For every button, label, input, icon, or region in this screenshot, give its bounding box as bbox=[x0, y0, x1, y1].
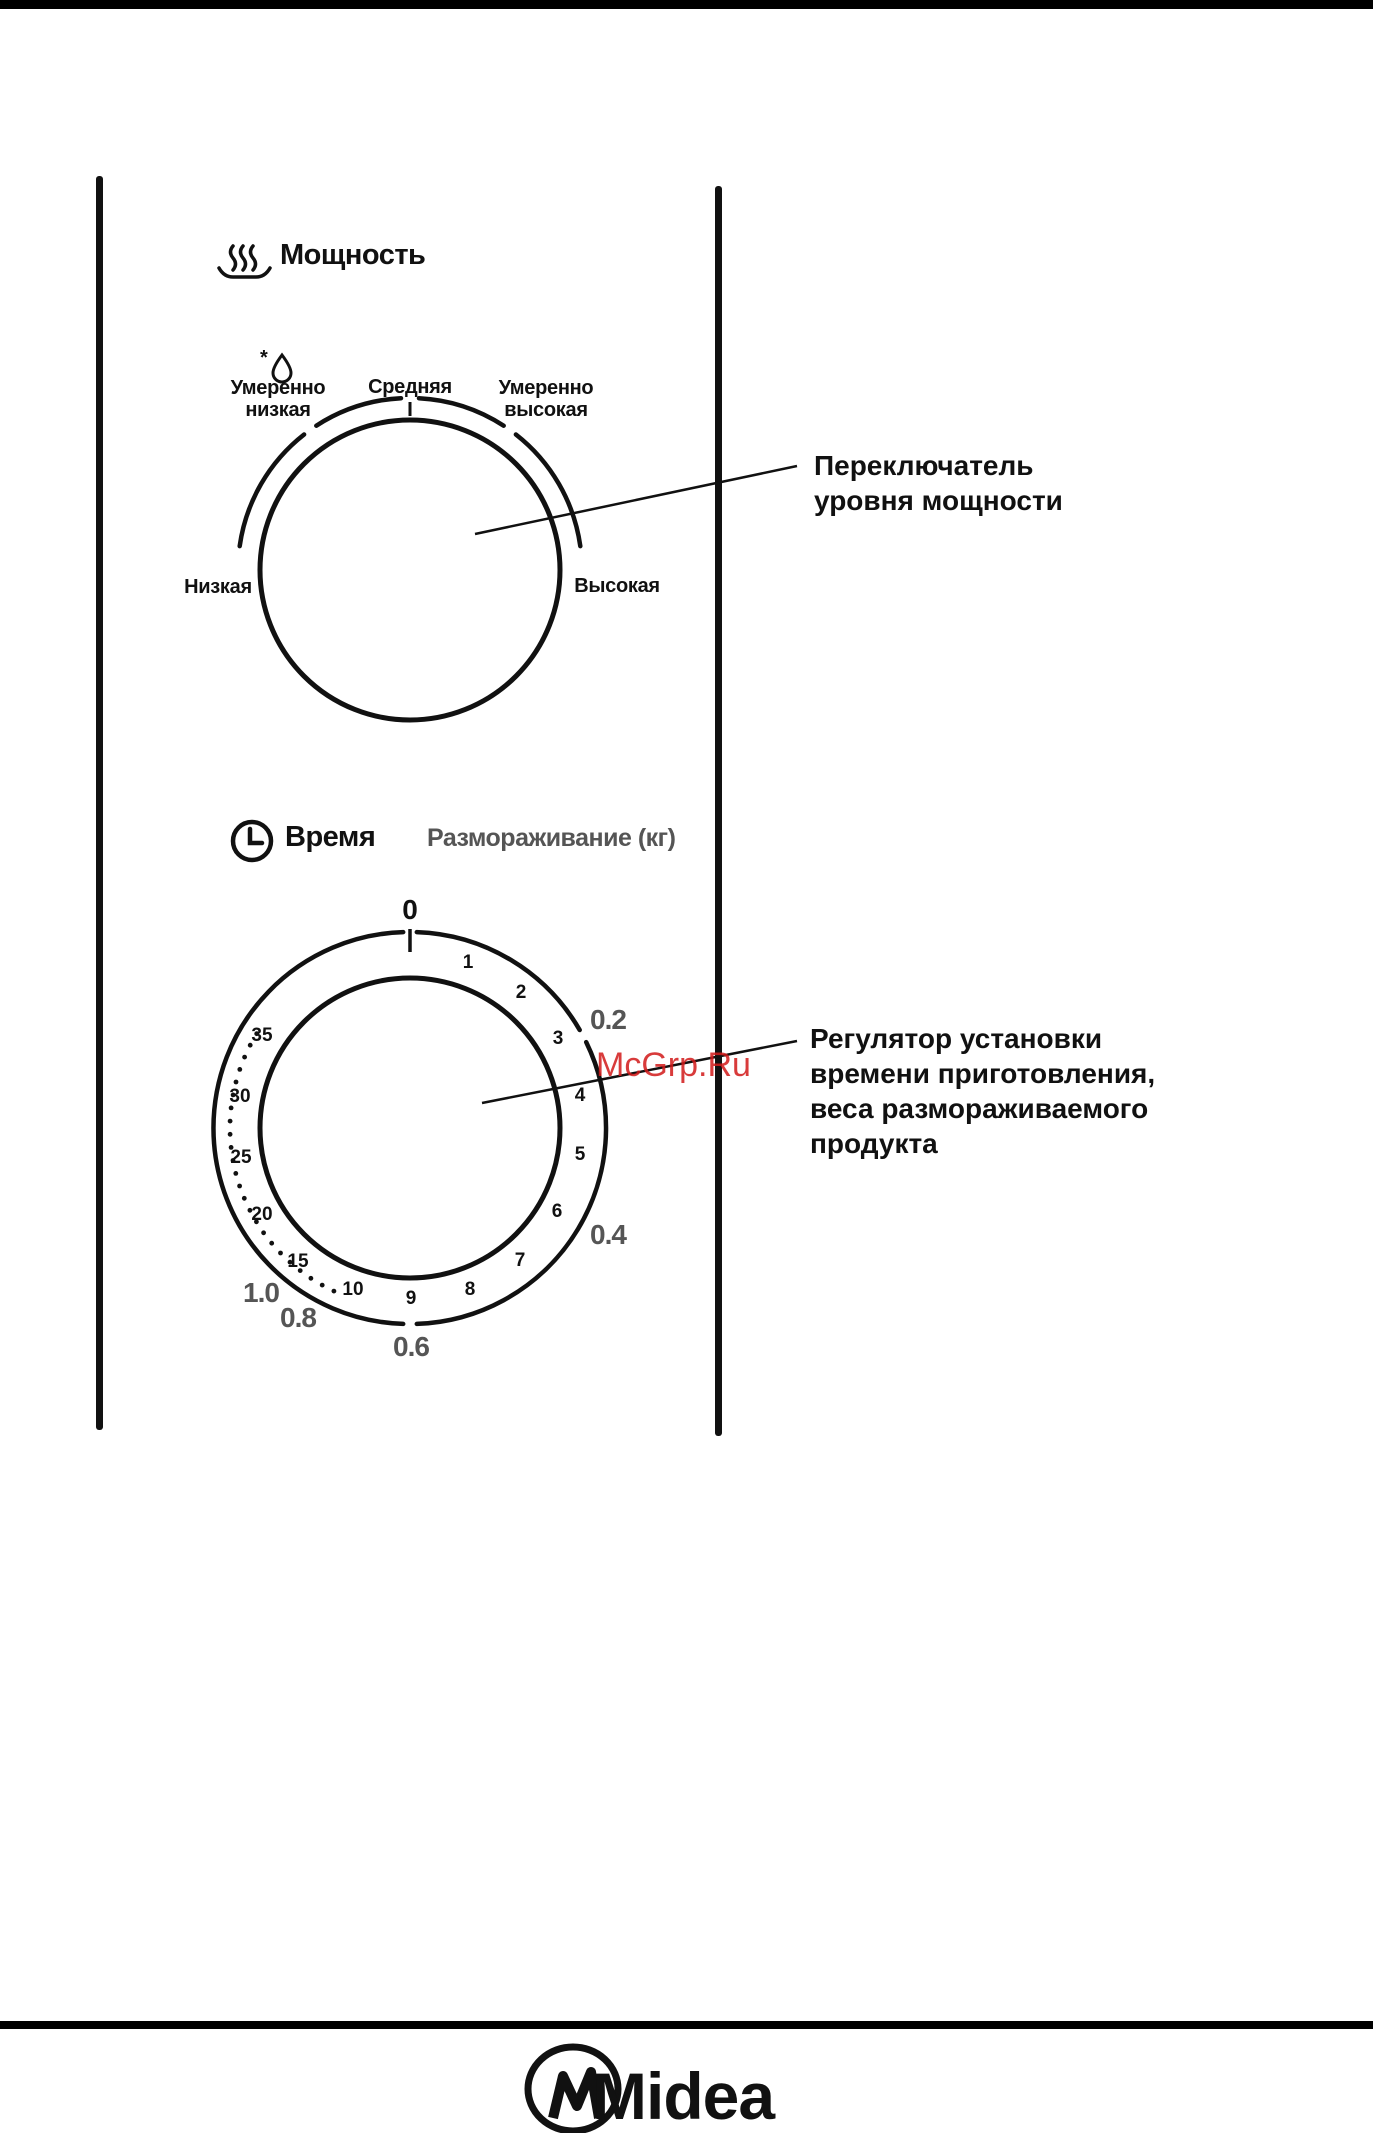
timer-minute-0: 0 bbox=[402, 894, 418, 925]
defrost-dot bbox=[332, 1289, 337, 1294]
defrost-dot bbox=[237, 1184, 242, 1189]
defrost-weight-0-6: 0.6 bbox=[393, 1331, 429, 1362]
timer-minute-20: 20 bbox=[251, 1204, 273, 1225]
timer-minute-8: 8 bbox=[464, 1279, 476, 1300]
power-level-high: Высокая bbox=[574, 575, 660, 597]
timer-knob-callout: Регулятор установки времени приготовления, веса размораживаемого продукта bbox=[810, 1023, 1156, 1159]
defrost-dot bbox=[228, 1119, 233, 1124]
defrost-dot bbox=[309, 1276, 314, 1281]
clock-icon bbox=[233, 822, 271, 860]
timer-knob[interactable] bbox=[260, 978, 560, 1278]
timer-minute-35: 35 bbox=[251, 1025, 273, 1046]
time-title: Время bbox=[285, 821, 376, 853]
timer-minute-2: 2 bbox=[515, 982, 527, 1003]
timer-minute-3: 3 bbox=[552, 1028, 564, 1049]
steam-bowl-icon bbox=[219, 246, 270, 277]
timer-minute-10: 10 bbox=[342, 1279, 364, 1300]
watermark: McGrp.Ru bbox=[596, 1046, 751, 1084]
defrost-dot bbox=[278, 1251, 283, 1256]
defrost-dot bbox=[242, 1196, 247, 1201]
timer-minute-6: 6 bbox=[551, 1201, 563, 1222]
power-level-medium: Средняя bbox=[368, 376, 452, 398]
defrost-dot bbox=[320, 1283, 325, 1288]
power-knob[interactable] bbox=[260, 420, 560, 720]
defrost-weight-1-0: 1.0 bbox=[243, 1277, 279, 1308]
defrost-dot bbox=[234, 1080, 239, 1085]
timer-minute-4: 4 bbox=[574, 1085, 586, 1106]
power-level-medium-high: Умеренно высокая bbox=[498, 377, 594, 421]
power-knob-callout: Переключатель уровня мощности bbox=[814, 450, 1063, 516]
defrost-weight-0-2: 0.2 bbox=[590, 1004, 626, 1035]
power-level-medium-low: Умеренно низкая bbox=[230, 377, 326, 421]
defrost-weight-label: Размораживание (кг) bbox=[427, 824, 676, 852]
timer-minute-30: 30 bbox=[229, 1086, 251, 1107]
defrost-weight-0-4: 0.4 bbox=[590, 1219, 626, 1250]
timer-minute-15: 15 bbox=[287, 1251, 309, 1272]
timer-minute-7: 7 bbox=[514, 1250, 526, 1271]
defrost-asterisk: * bbox=[260, 347, 268, 369]
defrost-dot bbox=[242, 1055, 247, 1060]
timer-minute-1: 1 bbox=[462, 952, 474, 973]
defrost-dot bbox=[261, 1230, 266, 1235]
timer-minute-25: 25 bbox=[230, 1147, 252, 1168]
brand-name: Midea bbox=[592, 2059, 775, 2133]
power-level-low: Низкая bbox=[184, 576, 252, 598]
timer-minute-5: 5 bbox=[574, 1144, 586, 1165]
power-title: Мощность bbox=[280, 239, 426, 271]
defrost-dot bbox=[269, 1241, 274, 1246]
defrost-dot bbox=[237, 1067, 242, 1072]
timer-minute-9: 9 bbox=[405, 1288, 417, 1309]
defrost-dot bbox=[233, 1171, 238, 1176]
defrost-dot bbox=[228, 1132, 233, 1137]
defrost-weight-0-8: 0.8 bbox=[280, 1302, 316, 1333]
